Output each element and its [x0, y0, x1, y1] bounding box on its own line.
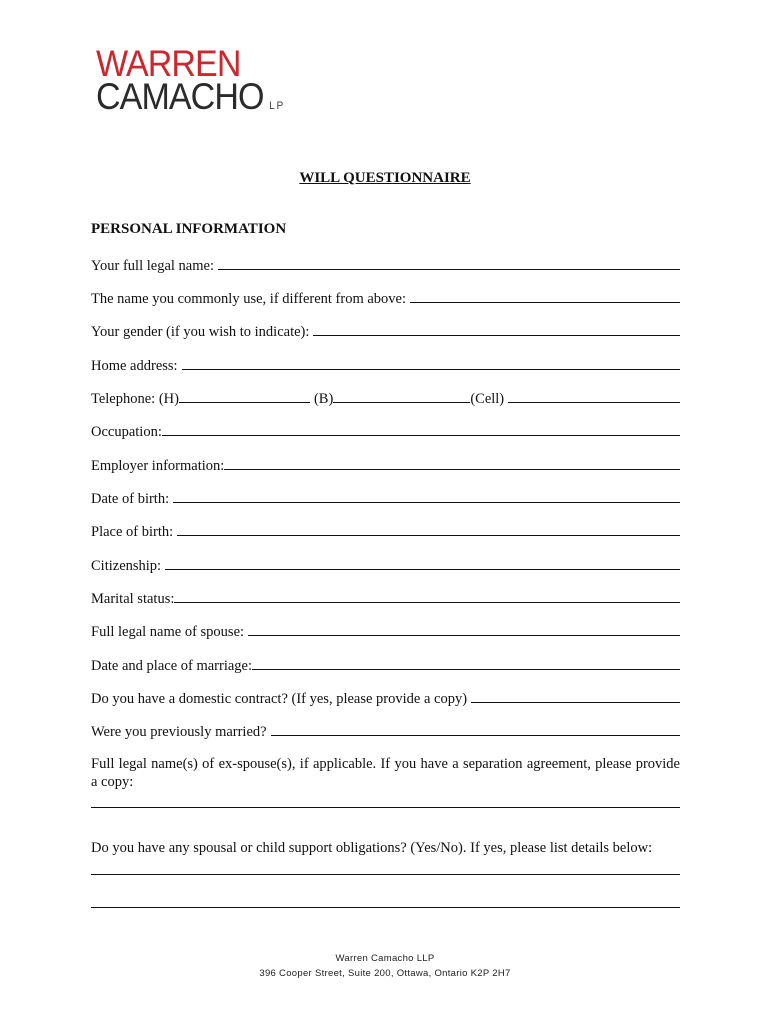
field-label: Were you previously married?	[91, 724, 267, 740]
date-of-birth-input[interactable]	[173, 488, 680, 503]
field-spouse-name	[91, 621, 680, 641]
domestic-contract-input[interactable]	[471, 688, 680, 703]
field-label: Place of birth:	[91, 524, 174, 540]
citizenship-input[interactable]	[165, 555, 680, 570]
field-label: The name you commonly use, if different from above:	[91, 291, 407, 307]
field-label: Employer information:	[91, 458, 225, 474]
field-label: Citizenship:	[91, 558, 162, 574]
common-name-input[interactable]	[410, 288, 680, 303]
support-details-input-2[interactable]	[91, 907, 680, 908]
field-previously-married	[91, 721, 680, 741]
field-gender	[91, 321, 680, 341]
occupation-input[interactable]	[162, 421, 680, 436]
ex-spouse-question: Full legal name(s) of ex-spouse(s), if applicable. If you have a separation agreement, please provide a copy:	[91, 756, 680, 790]
home-address-input[interactable]	[182, 355, 680, 370]
field-label: Full legal name of spouse:	[91, 624, 245, 640]
logo-line-warren: WARREN	[96, 43, 241, 84]
field-label: Date and place of marriage:	[91, 658, 253, 674]
field-marriage	[91, 655, 680, 675]
logo-line-camacho	[96, 76, 286, 123]
marriage-input[interactable]	[252, 655, 680, 670]
logo-suffix: LP	[269, 100, 286, 112]
field-date-of-birth	[91, 488, 680, 508]
place-of-birth-input[interactable]	[177, 521, 680, 536]
previously-married-input[interactable]	[271, 721, 680, 736]
field-common-name	[91, 288, 680, 308]
company-logo	[96, 43, 302, 123]
field-label: Do you have any spousal or child support obligations? (Yes/No). If yes, please list details below:	[91, 840, 653, 856]
marital-status-input[interactable]	[174, 588, 680, 603]
field-home-address	[91, 355, 680, 375]
field-label: Marital status:	[91, 591, 175, 607]
field-full-legal-name	[91, 255, 680, 275]
field-label: Do you have a domestic contract? (If yes, please provide a copy)	[91, 691, 468, 707]
telephone-cell-input[interactable]	[508, 388, 680, 403]
footer-address: 396 Cooper Street, Suite 200, Ottawa, Ontario K2P 2H7	[259, 968, 511, 979]
field-employer	[91, 455, 680, 475]
telephone-cell-label: (Cell)	[470, 391, 505, 407]
telephone-home-input[interactable]	[179, 388, 310, 403]
field-support-obligations	[91, 840, 680, 857]
field-place-of-birth	[91, 521, 680, 541]
field-citizenship	[91, 555, 680, 575]
telephone-business-input[interactable]	[333, 388, 470, 403]
spouse-name-input[interactable]	[248, 621, 680, 636]
field-occupation	[91, 421, 680, 441]
field-label: Your full legal name:	[91, 258, 214, 274]
field-label: Home address:	[91, 358, 178, 374]
telephone-business-label: (B)	[313, 391, 334, 407]
telephone-home-label: Telephone: (H)	[91, 391, 179, 407]
field-marital-status	[91, 588, 680, 608]
field-label: Occupation:	[91, 424, 162, 440]
support-details-input-1[interactable]	[91, 874, 680, 875]
full-legal-name-input[interactable]	[218, 255, 680, 270]
footer-firm-name: Warren Camacho LLP	[335, 953, 435, 964]
field-domestic-contract	[91, 688, 680, 708]
logo-camacho-text: CAMACHO	[96, 76, 264, 117]
ex-spouse-input[interactable]	[91, 807, 680, 808]
document-title: WILL QUESTIONNAIRE	[299, 170, 471, 186]
employer-input[interactable]	[224, 455, 680, 470]
field-telephone	[91, 388, 680, 408]
section-heading-personal-information: PERSONAL INFORMATION	[91, 221, 287, 237]
field-label: Your gender (if you wish to indicate):	[91, 324, 310, 340]
field-label: Date of birth:	[91, 491, 170, 507]
gender-input[interactable]	[313, 321, 680, 336]
